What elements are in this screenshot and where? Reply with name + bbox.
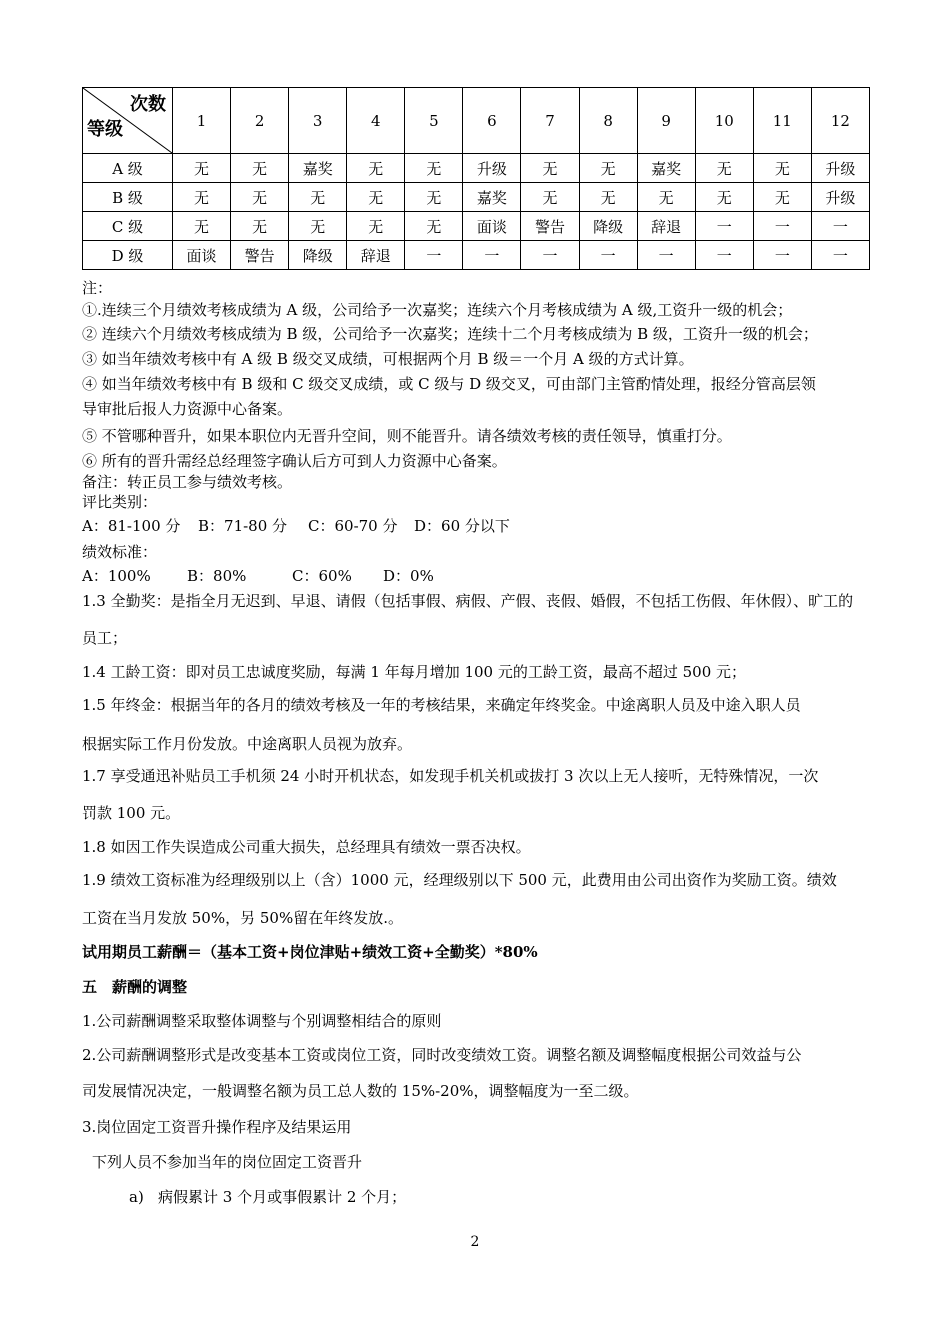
table-cell: 无 bbox=[405, 154, 463, 183]
paragraph-1-3-line2: 员工； bbox=[82, 629, 128, 647]
header-grade-label: 等级 bbox=[87, 119, 123, 140]
col-header: 5 bbox=[405, 88, 463, 154]
table-cell: 无 bbox=[521, 154, 579, 183]
paragraph-1-9-line1: 1.9 绩效工资标准为经理级别以上（含）1000 元，经理级别以下 500 元，此费用由公司出资作为奖励工资。绩效 bbox=[82, 871, 837, 889]
table-cell: 降级 bbox=[289, 241, 347, 270]
table-cell: 辞退 bbox=[347, 241, 405, 270]
table-cell: 一 bbox=[811, 212, 869, 241]
notes-title: 注： bbox=[82, 279, 113, 297]
rating-d: D：60 分以下 bbox=[414, 517, 510, 535]
header-count-label: 次数 bbox=[130, 94, 166, 115]
paragraph-1-5-line1: 1.5 年终金：根据当年的各月的绩效考核及一年的考核结果，来确定年终奖金。中途离职人员及中途入职人员 bbox=[82, 696, 801, 714]
table-cell: 无 bbox=[521, 183, 579, 212]
paragraph-1-5-line2: 根据实际工作月份发放。中途离职人员视为放弃。 bbox=[82, 735, 413, 753]
rating-a: A：81-100 分 bbox=[82, 517, 181, 535]
rating-c: C：60-70 分 bbox=[308, 517, 398, 535]
section-5-heading: 五 薪酬的调整 bbox=[82, 978, 188, 996]
table-cell: 无 bbox=[347, 154, 405, 183]
table-cell: 无 bbox=[231, 154, 289, 183]
standard-c: C：60% bbox=[292, 567, 352, 585]
section-5-item-2-line1: 2.公司薪酬调整形式是改变基本工资或岗位工资，同时改变绩效工资。调整名额及调整幅度根据公司效益与公 bbox=[82, 1046, 802, 1064]
section-5-item-3: 3.岗位固定工资晋升操作程序及结果运用 bbox=[82, 1118, 352, 1136]
table-cell: 无 bbox=[173, 212, 231, 241]
row-grade-label: B 级 bbox=[83, 183, 173, 212]
table-cell: 无 bbox=[173, 183, 231, 212]
note-3: ③ 如当年绩效考核中有 A 级 B 级交叉成绩，可根据两个月 B 级＝一个月 A 级的方式计算。 bbox=[82, 350, 694, 368]
table-cell: 无 bbox=[231, 183, 289, 212]
page-number: 2 bbox=[470, 1234, 480, 1250]
row-grade-label: C 级 bbox=[83, 212, 173, 241]
table-cell: 面谈 bbox=[463, 212, 521, 241]
remark: 备注：转正员工参与绩效考核。 bbox=[82, 473, 293, 491]
note-2: ② 连续六个月绩效考核成绩为 B 级，公司给予一次嘉奖；连续十二个月考核成绩为 B 级，工资升一级的机会； bbox=[82, 325, 818, 343]
table-cell: 一 bbox=[637, 241, 695, 270]
rating-title: 评比类别： bbox=[82, 493, 158, 511]
section-5-item-2-line2: 司发展情况决定，一般调整名额为员工总人数的 15%-20%，调整幅度为一至二级。 bbox=[82, 1082, 639, 1100]
standard-d: D：0% bbox=[383, 567, 434, 585]
table-row bbox=[83, 212, 870, 241]
table-cell: 无 bbox=[695, 154, 753, 183]
section-5-item-3-sub: 下列人员不参加当年的岗位固定工资晋升 bbox=[92, 1153, 363, 1171]
table-cell: 升级 bbox=[811, 154, 869, 183]
col-header: 2 bbox=[231, 88, 289, 154]
table-cell: 一 bbox=[811, 241, 869, 270]
paragraph-1-3-line1: 1.3 全勤奖：是指全月无迟到、早退、请假（包括事假、病假、产假、丧假、婚假，不包括工伤假、年休假）、旷工的 bbox=[82, 592, 854, 610]
paragraph-1-7-line1: 1.7 享受通迅补贴员工手机须 24 小时开机状态，如发现手机关机或拔打 3 次以上无人接听，无特殊情况，一次 bbox=[82, 767, 819, 785]
table-cell: 一 bbox=[521, 241, 579, 270]
table-cell: 警告 bbox=[521, 212, 579, 241]
col-header: 1 bbox=[173, 88, 231, 154]
paragraph-1-4: 1.4 工龄工资：即对员工忠诚度奖励，每满 1 年每月增加 100 元的工龄工资，最高不超过 500 元； bbox=[82, 663, 747, 681]
table-cell: 升级 bbox=[811, 183, 869, 212]
table-cell: 降级 bbox=[579, 212, 637, 241]
row-grade-label: A 级 bbox=[83, 154, 173, 183]
section-5-item-1: 1.公司薪酬调整采取整体调整与个别调整相结合的原则 bbox=[82, 1012, 442, 1030]
col-header: 6 bbox=[463, 88, 521, 154]
table-cell: 面谈 bbox=[173, 241, 231, 270]
col-header: 8 bbox=[579, 88, 637, 154]
table-cell: 一 bbox=[405, 241, 463, 270]
table-cell: 无 bbox=[405, 183, 463, 212]
note-4-line1: ④ 如当年绩效考核中有 B 级和 C 级交叉成绩，或 C 级与 D 级交叉，可由部门主管酌情处理，报经分管高层领 bbox=[82, 375, 816, 393]
standard-b: B：80% bbox=[187, 567, 247, 585]
table-cell: 一 bbox=[695, 212, 753, 241]
table-cell: 一 bbox=[753, 212, 811, 241]
note-5: ⑤ 不管哪种晋升，如果本职位内无晋升空间，则不能晋升。请各绩效考核的责任领导，慎重打分。 bbox=[82, 427, 732, 445]
diagonal-header-cell bbox=[83, 88, 173, 154]
note-1: ①.连续三个月绩效考核成绩为 A 级，公司给予一次嘉奖；连续六个月考核成绩为 A 级,工资升一级的机会； bbox=[82, 301, 793, 319]
table-cell: 无 bbox=[695, 183, 753, 212]
table-cell: 无 bbox=[347, 183, 405, 212]
list-item-a: 病假累计 3 个月或事假累计 2 个月； bbox=[158, 1188, 407, 1206]
note-6: ⑥ 所有的晋升需经总经理签字确认后方可到人力资源中心备案。 bbox=[82, 452, 507, 470]
table-cell: 辞退 bbox=[637, 212, 695, 241]
table-cell: 无 bbox=[579, 154, 637, 183]
table-cell: 无 bbox=[173, 154, 231, 183]
standard-a: A：100% bbox=[82, 567, 151, 585]
standard-title: 绩效标准： bbox=[82, 543, 158, 561]
table-cell: 无 bbox=[289, 183, 347, 212]
table-cell: 嘉奖 bbox=[637, 154, 695, 183]
table-cell: 一 bbox=[753, 241, 811, 270]
probation-formula: 试用期员工薪酬＝（基本工资+岗位津贴+绩效工资+全勤奖）*80% bbox=[82, 943, 538, 961]
table-cell: 嘉奖 bbox=[289, 154, 347, 183]
col-header: 9 bbox=[637, 88, 695, 154]
table-cell: 无 bbox=[405, 212, 463, 241]
table-cell: 无 bbox=[289, 212, 347, 241]
paragraph-1-7-line2: 罚款 100 元。 bbox=[82, 804, 181, 822]
table-row bbox=[83, 183, 870, 212]
col-header: 12 bbox=[811, 88, 869, 154]
table-row bbox=[83, 154, 870, 183]
col-header: 10 bbox=[695, 88, 753, 154]
paragraph-1-9-line2: 工资在当月发放 50%，另 50%留在年终发放.。 bbox=[82, 909, 403, 927]
col-header: 4 bbox=[347, 88, 405, 154]
col-header: 3 bbox=[289, 88, 347, 154]
table-cell: 一 bbox=[463, 241, 521, 270]
table-cell: 无 bbox=[753, 154, 811, 183]
row-grade-label: D 级 bbox=[83, 241, 173, 270]
grade-table bbox=[82, 87, 870, 270]
table-row bbox=[83, 241, 870, 270]
table-cell: 无 bbox=[637, 183, 695, 212]
note-4-line2: 导审批后报人力资源中心备案。 bbox=[82, 400, 293, 418]
table-cell: 无 bbox=[347, 212, 405, 241]
table-cell: 警告 bbox=[231, 241, 289, 270]
rating-b: B：71-80 分 bbox=[198, 517, 288, 535]
table-cell: 嘉奖 bbox=[463, 183, 521, 212]
col-header: 7 bbox=[521, 88, 579, 154]
col-header: 11 bbox=[753, 88, 811, 154]
table-cell: 升级 bbox=[463, 154, 521, 183]
table-cell: 无 bbox=[231, 212, 289, 241]
table-cell: 一 bbox=[695, 241, 753, 270]
table-cell: 无 bbox=[753, 183, 811, 212]
table-cell: 无 bbox=[579, 183, 637, 212]
paragraph-1-8: 1.8 如因工作失误造成公司重大损失，总经理具有绩效一票否决权。 bbox=[82, 838, 531, 856]
table-header-row bbox=[83, 88, 870, 154]
table-cell: 一 bbox=[579, 241, 637, 270]
list-marker-a: a) bbox=[129, 1188, 144, 1206]
